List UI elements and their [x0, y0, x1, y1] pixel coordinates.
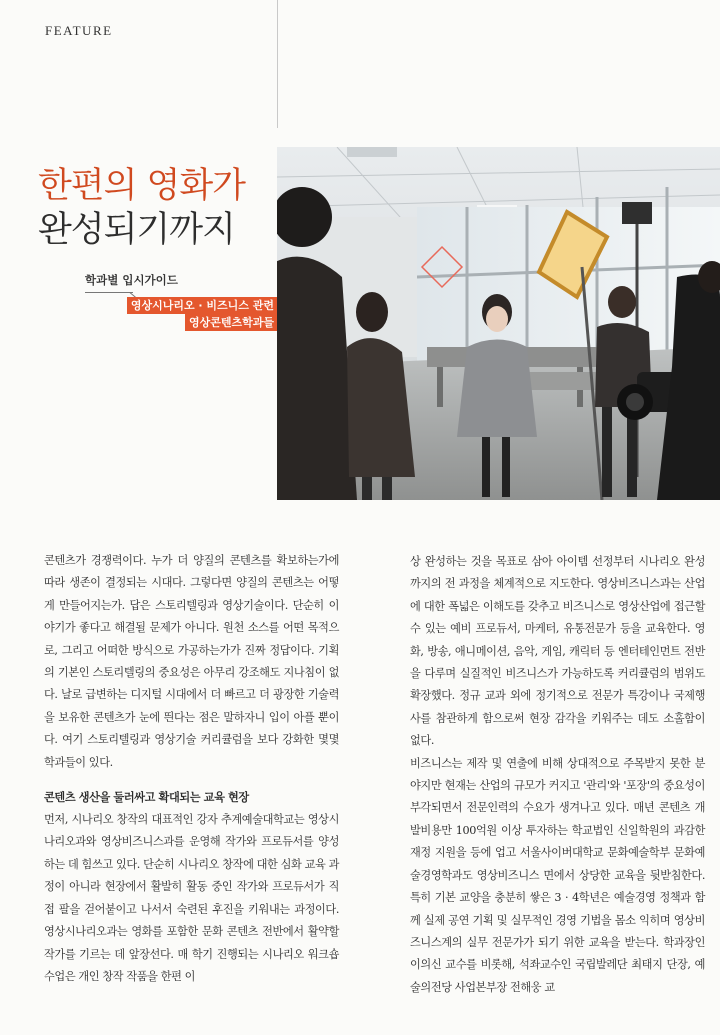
subtitle-underline	[85, 292, 133, 293]
body-paragraph: 비즈니스는 제작 및 연출에 비해 상대적으로 주목받지 못한 분야지만 현재는 산업의 규모가 커지고 '관리'와 '포장'의 중요성이 부각되면서 전문인력의 수요가 생겨나고 있다. 매년 콘텐츠 개발비용만 100억원 이상 투자하는 학교법인 신일학원의 과감한 재정 지원을 등에 업고 서울사이버대학교 문화예술학부 문화예술경영학과도 영상비즈니스 면에서 상당한 교육을 뒷받침한다. 특히 기본 교양을 충분히 쌓은 3 · 4학년은 예술경영 정책과 함께 실제 공연 기획 및 실무적인 경영 기법을 몸소 익히며 영상비즈니스계의 실무 전문가가 되기 위한 교육을 받는다. 학과장인 이의신 교수를 비롯해, 석좌교수인 국립발레단 최태지 단장, 예술의전당 사업본부장 전해웅 교	[410, 756, 705, 994]
title-line-2: 완성되기까지	[38, 210, 235, 250]
section-label: FEATURE	[45, 23, 113, 38]
topic-tag: 영상콘텐츠학과들	[185, 314, 278, 331]
article-subtitle: 학과별 입시가이드	[85, 273, 178, 287]
title-line-1: 한편의 영화가	[38, 166, 245, 206]
film-set-photo	[277, 147, 720, 500]
section-heading: 콘텐츠 생산을 둘러싸고 확대되는 교육 현장	[44, 791, 249, 805]
vertical-divider	[277, 0, 278, 128]
body-paragraph: 먼저, 시나리오 창작의 대표적인 강자 추계예술대학교는 영상시나리오과와 영상비즈니스과를 운영해 작가와 프로듀서를 양성하는 데 힘쓰고 있다. 단순히 시나리오 창작에 대한 심화 교육 과정이 아니라 현장에서 활발히 활동 중인 작가와 프로듀서가 직접 팔을 걷어붙이고 나서서 숙련된 후진을 키워내는 과정이다. 영상시나리오과는 영화를 포함한 문화 콘텐츠 전반에서 활약할 작가를 기르는 데 앞장선다. 매 학기 진행되는 시나리오 워크숍 수업은 개인 창작 작품을 한편 이	[44, 813, 339, 983]
article-title	[38, 164, 278, 252]
topic-tag: 영상시나리오 · 비즈니스 관련	[127, 297, 278, 314]
article-photo	[277, 147, 720, 500]
body-column-right	[410, 551, 705, 999]
body-paragraph: 상 완성하는 것을 목표로 삼아 아이템 선정부터 시나리오 완성까지의 전 과정을 체계적으로 지도한다. 영상비즈니스과는 산업에 대한 폭넓은 이해도를 갖추고 비즈니스로 영상산업에 접근할 수 있는 예비 프로듀서, 마케터, 유통전문가 등을 교육한다. 영화, 방송, 애니메이션, 음악, 게임, 캐릭터 등 엔터테인먼트 전반을 다루며 실질적인 비즈니스가 가능하도록 커리큘럼의 범위도 확장했다. 정규 교과 외에 정기적으로 전문가 특강이나 국제행사를 참관하게 함으로써 현장 감각을 키워주는 데도 소홀함이 없다.	[410, 555, 705, 748]
body-paragraph: 콘텐츠가 경쟁력이다. 누가 더 양질의 콘텐츠를 확보하는가에 따라 생존이 결정되는 시대다. 그렇다면 양질의 콘텐츠는 어떻게 만들어지는가. 답은 스토리텔링과 영상기술이다. 단순히 이야기가 좋다고 해결될 문제가 아니다. 원천 소스를 어떤 목적으로, 그리고 어떠한 방식으로 가공하는가가 진짜 정답이다. 기획의 기본인 스토리텔링의 중요성은 아무리 강조해도 지나침이 없다. 날로 급변하는 디지털 시대에서 더 빠르고 더 광장한 기술력을 보유한 콘텐츠가 눈에 띈다는 점은 말하자니 입이 아플 뿐이다. 여기 스토리텔링과 영상기술 커리큘럼을 보다 강화한 몇몇 학과들이 있다.	[44, 554, 339, 769]
body-column-left	[44, 550, 339, 988]
